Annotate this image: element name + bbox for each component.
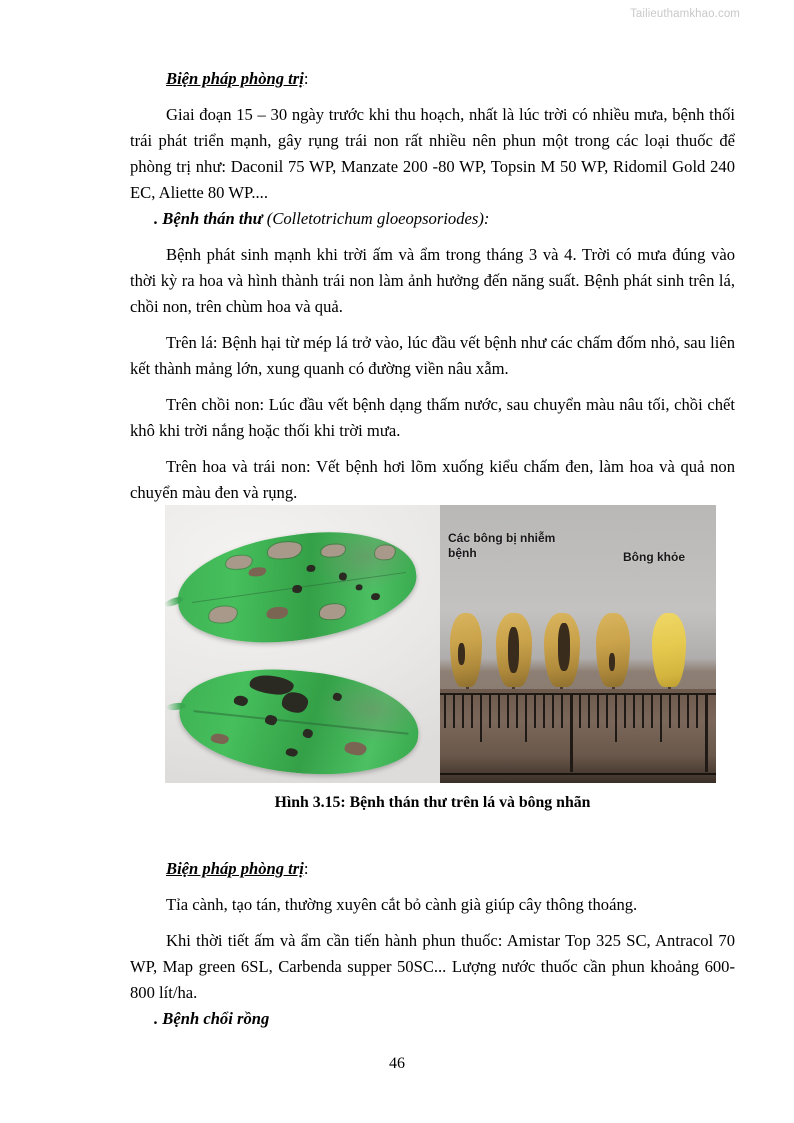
flower-panicle-diseased bbox=[496, 613, 532, 687]
leaf-midrib bbox=[194, 710, 409, 734]
disease-heading-latin-name: (Colletotrichum gloeopsoriodes): bbox=[262, 209, 490, 228]
leaf-lesion bbox=[319, 602, 347, 620]
flower-panicle-diseased bbox=[544, 613, 580, 687]
leaf-lesion bbox=[302, 729, 313, 739]
leaf-bottom bbox=[174, 659, 423, 783]
leaf-tip bbox=[166, 702, 187, 711]
paragraph-3-leaves: Trên lá: Bệnh hại từ mép lá trở vào, lúc đầu vết bệnh như các chấm đốm nhỏ, sau liên kết thành mảng lớn, xung quanh có đường viền nâu xẫm. bbox=[130, 333, 735, 378]
leaf-lesion bbox=[248, 566, 267, 577]
leaf-lesion bbox=[355, 584, 363, 591]
lower-text-content bbox=[130, 856, 735, 1032]
leaf-lesion bbox=[371, 593, 381, 601]
leaf-lesion bbox=[374, 544, 396, 561]
page-number: 46 bbox=[389, 1055, 405, 1072]
leaf-lesion bbox=[320, 543, 345, 558]
next-disease-prefix: . bbox=[154, 1009, 163, 1028]
ruler-bottom-edge bbox=[440, 773, 716, 775]
disease-heading-anthracnose bbox=[130, 206, 735, 232]
paragraph-4-shoots: Trên chồi non: Lúc đầu vết bệnh dạng thấm nước, sau chuyển màu nâu tối, chồi chết khô khi trời nắng hoặc thối khi trời mưa. bbox=[130, 395, 735, 440]
flower-panicle-diseased bbox=[596, 613, 630, 687]
label-healthy-flower: Bông khỏe bbox=[623, 550, 685, 564]
leaf-lesion bbox=[292, 585, 303, 594]
prevention-heading-2-label: Biện pháp phòng trị bbox=[166, 859, 304, 878]
next-disease-name: Bệnh chổi rồng bbox=[162, 1009, 270, 1028]
flower-panicle-diseased bbox=[450, 613, 482, 687]
photo-flower-panicles bbox=[440, 505, 716, 783]
necrotic-area bbox=[508, 627, 519, 673]
leaf-lesion bbox=[265, 714, 278, 725]
leaf-lesion bbox=[306, 564, 316, 572]
leaf-tip bbox=[165, 595, 184, 608]
paragraph-1: Giai đoạn 15 – 30 ngày trước khi thu hoạch, nhất là lúc trời có nhiều mưa, bệnh thối trái phát triển mạnh, gây rụng trái non rất nhiều nên phun một trong các loại thuốc để phòng trị như: Daconil 75 WP, Manzate 200 -80 WP, Topsin M 50 WP, Ridomil Gold 240 EC, Aliette 80 WP.... bbox=[130, 105, 735, 202]
leaf-lesion bbox=[233, 695, 248, 706]
prevention-heading-1-label: Biện pháp phòng trị bbox=[166, 69, 304, 88]
leaf-lesion bbox=[333, 693, 343, 702]
leaf-top bbox=[171, 519, 423, 656]
disease-heading-name: Bệnh thán thư bbox=[162, 209, 263, 228]
leaf-lesion bbox=[208, 605, 238, 625]
prevention-heading-1-colon: : bbox=[303, 69, 309, 88]
upper-text-content bbox=[130, 66, 735, 506]
leaf-lesion bbox=[266, 606, 289, 621]
prevention-heading-1 bbox=[130, 66, 735, 92]
disease-heading-prefix: . bbox=[154, 209, 163, 228]
leaf-lesion bbox=[281, 692, 309, 715]
paragraph-6-pruning: Tỉa cành, tạo tán, thường xuyên cắt bỏ cành già giúp cây thông thoáng. bbox=[166, 895, 638, 914]
leaf-lesion bbox=[210, 733, 229, 745]
paragraph-7-spraying: Khi thời tiết ấm và ẩm cần tiến hành phun thuốc: Amistar Top 325 SC, Antracol 70 WP, Map green 6SL, Carbenda supper 50SC... Lượng nước thuốc cần phun khoảng 600-800 lít/ha. bbox=[130, 931, 735, 1002]
prevention-heading-2-colon: : bbox=[303, 859, 309, 878]
figure-3-15 bbox=[165, 505, 716, 783]
leaf-lesion bbox=[267, 540, 303, 561]
watermark-text: Tailieuthamkhao.com bbox=[630, 8, 740, 20]
label-diseased-flowers: Các bông bị nhiễm bệnh bbox=[448, 531, 556, 560]
necrotic-area bbox=[458, 643, 465, 665]
photo-diseased-leaves bbox=[165, 505, 440, 783]
paragraph-2: Bệnh phát sinh mạnh khi trời ấm và ẩm trong tháng 3 và 4. Trời có mưa đúng vào thời kỳ ra hoa và hình thành trái non làm ảnh hưởng đến năng suất. Bệnh phát sinh trên lá, chồi non, trên chùm hoa và quả. bbox=[130, 245, 735, 316]
leaf-lesion bbox=[286, 747, 299, 756]
necrotic-area bbox=[558, 623, 570, 671]
flower-panicle-healthy bbox=[652, 613, 686, 687]
leaf-lesion bbox=[225, 554, 253, 570]
leaf-lesion bbox=[344, 741, 367, 756]
prevention-heading-2 bbox=[130, 856, 735, 882]
figure-caption: Hình 3.15: Bệnh thán thư trên lá và bông nhãn bbox=[274, 794, 591, 811]
disease-heading-witches-broom bbox=[130, 1006, 735, 1032]
ruler bbox=[440, 689, 716, 783]
paragraph-5-flowers: Trên hoa và trái non: Vết bệnh hơi lõm xuống kiểu chấm đen, làm hoa và quả non chuyển màu đen và rụng. bbox=[130, 457, 735, 502]
necrotic-area bbox=[609, 653, 615, 671]
